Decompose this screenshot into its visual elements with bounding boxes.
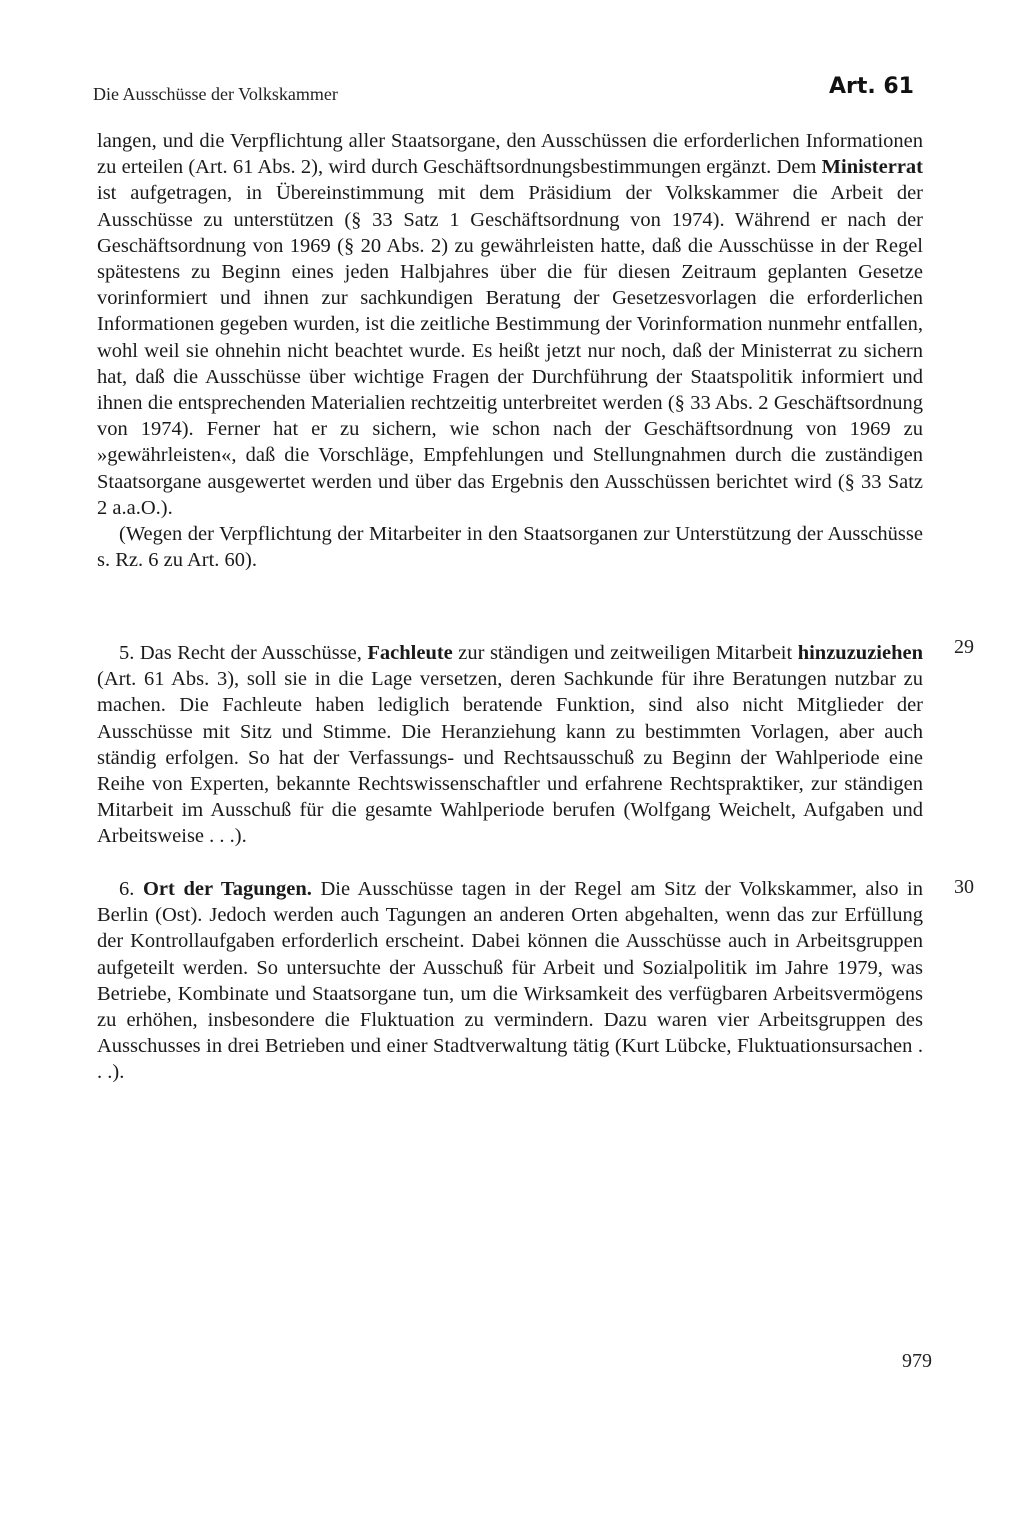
- cross-reference-note: (Wegen der Verpflichtung der Mitarbeiter in den Staatsorganen zur Unterstützung der Ausschüsse s. Rz. 6 zu Art. 60).: [97, 523, 923, 572]
- section-5-paragraph: [97, 640, 923, 850]
- text-run: langen, und die Verpflichtung aller Staatsorgane, den Ausschüssen die erforderlichen Informationen zu erteilen (Art. 61 Abs. 2), wird durch Geschäftsordnungsbestimmungen ergänzt. Dem: [97, 130, 923, 179]
- continuation-block: [97, 128, 923, 573]
- section-6-paragraph: [97, 876, 923, 1086]
- margin-number-29: 29: [954, 636, 974, 658]
- text-run: ist aufgetragen, in Übereinstimmung mit dem Präsidium der Volkskammer die Arbeit der Ausschüsse zu unterstützen (§ 33 Satz 1 Geschäftsordnung von 1974). Während er nach der Geschäftsordnung von 1969 (§ 20 Abs. 2) zu gewährleisten hatte, daß die Ausschüsse in der Regel spätestens zu Beginn eines jeden Halbjahres über die für diesen Zeitraum geplanten Gesetze vorinformiert und ihnen zur sachkundigen Beratung der Gesetzesvorlagen die erforderlichen Informationen gegeben wurden, ist die zeitliche Bestimmung der Vorinformation nunmehr entfallen, wohl weil sie ohnehin nicht beachtet wurde. Es heißt jetzt nur noch, daß der Ministerrat zu sichern hat, daß die Ausschüsse über wichtige Fragen der Durchführung der Staatspolitik informiert und ihnen die entsprechenden Materialien rechtzeitig unterbreitet werden (§ 33 Abs. 2 Geschäftsordnung von 1974). Ferner hat er zu sichern, wie schon nach der Geschäftsordnung von 1969 zu »gewährleisten«, daß die Vorschläge, Empfehlungen und Stellungnahmen durch die zuständigen Staatsorgane ausgewertet werden und über das Ergebnis den Ausschüssen berichtet wird (§ 33 Satz 2 a.a.O.).: [97, 182, 923, 519]
- text-run: zur ständigen und zeitweiligen Mitarbeit: [452, 642, 798, 664]
- continuation-paragraph: [97, 128, 923, 521]
- running-header-title: Die Ausschüsse der Volkskammer: [93, 84, 338, 104]
- margin-number-30: 30: [954, 876, 974, 898]
- bold-term-hinzuzuziehen: hinzuzuziehen: [797, 642, 923, 664]
- text-run: 5. Das Recht der Ausschüsse,: [119, 642, 368, 664]
- text-run: (Art. 61 Abs. 3), soll sie in die Lage versetzen, deren Sachkunde für ihre Beratungen nutzbar zu machen. Die Fachleute haben lediglich beratende Funktion, sind also nicht Mitglieder der Ausschüsse mit Sitz und Stimme. Die Heranziehung kann zu bestimmten Vorlagen, aber auch ständig erfolgen. So hat der Verfassungs- und Rechtsausschuß zu Beginn der Wahlperiode eine Reihe von Experten, bekannte Rechtswissenschaftler und erfahrene Rechtspraktiker, zur ständigen Mitarbeit im Ausschuß für die gesamte Wahlperiode berufen (Wolfgang Weichelt, Aufgaben und Arbeitsweise . . .).: [97, 668, 923, 848]
- bold-term-ort-der-tagungen: Ort der Tagungen.: [142, 878, 312, 900]
- bold-term-fachleute: Fachleute: [367, 642, 453, 664]
- text-run: 6.: [119, 878, 143, 900]
- bold-term-ministerrat: Ministerrat: [821, 156, 923, 179]
- page-number: 979: [902, 1350, 932, 1372]
- article-heading: Art. 61: [828, 74, 914, 99]
- text-run: Die Ausschüsse tagen in der Regel am Sitz der Volkskammer, also in Berlin (Ost). Jedoch werden auch Tagungen an anderen Orten abgehalten, wenn das zur Erfüllung der Kontrollaufgaben erforderlich erscheint. Dabei können die Ausschüsse auch in Arbeitsgruppen aufgeteilt werden. So untersuchte der Ausschuß für Arbeit und Sozialpolitik im Jahre 1979, was Betriebe, Kombinate und Staatsorgane tun, um die Wirksamkeit des verfügbaren Arbeitsvermögens zu erhöhen, insbesondere die Fluktuation zu vermindern. Dazu waren vier Arbeitsgruppen des Ausschusses in drei Betrieben und einer Stadtverwaltung tätig (Kurt Lübcke, Fluktuationsursachen . . .).: [97, 878, 924, 1084]
